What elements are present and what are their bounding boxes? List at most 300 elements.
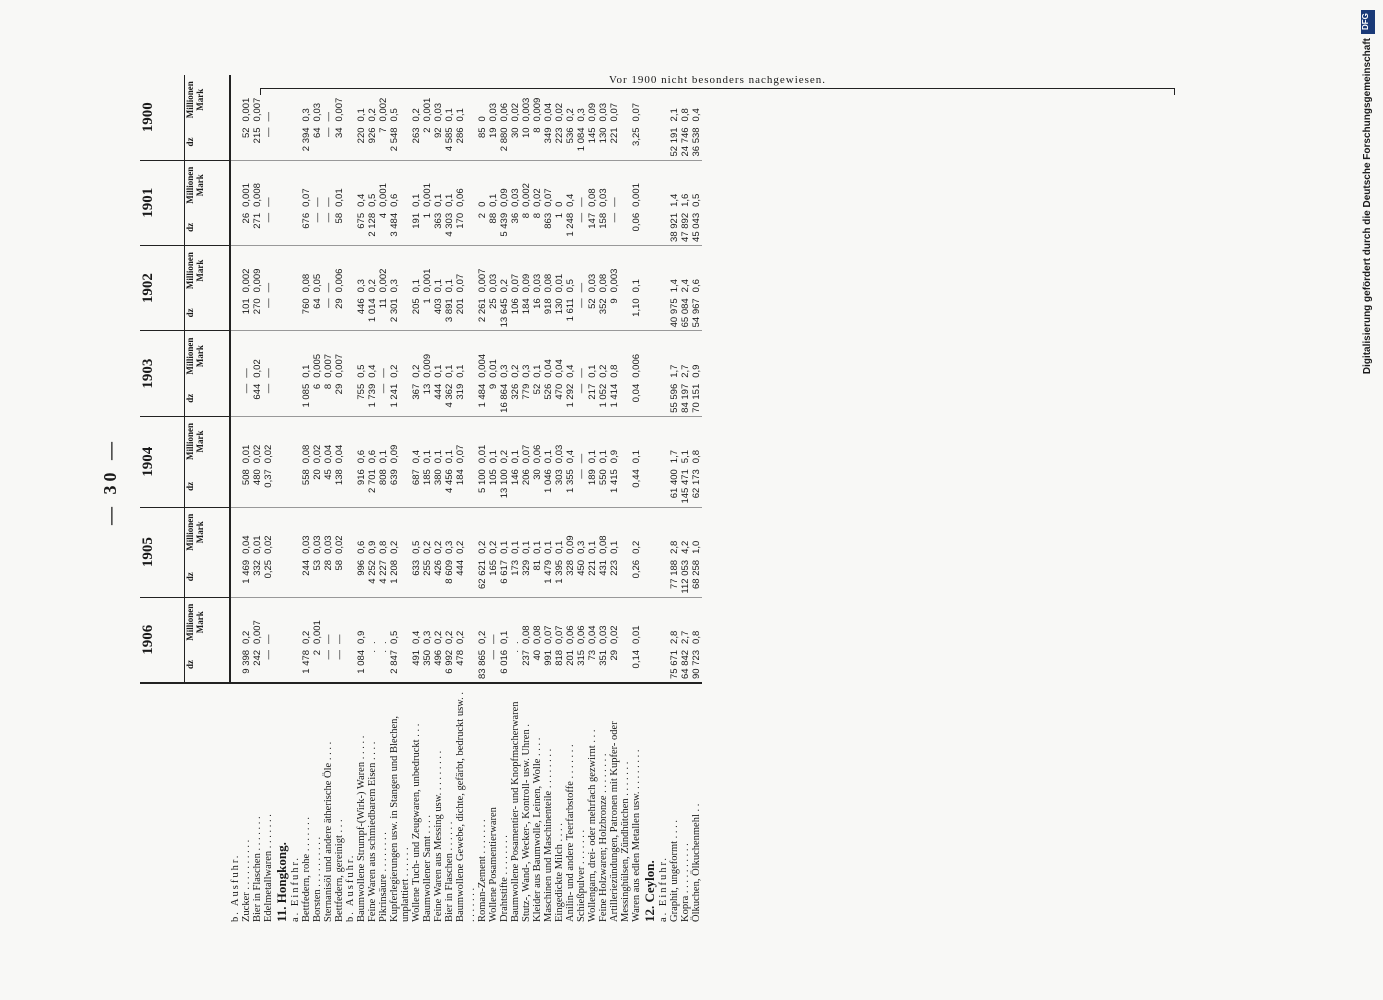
table-row — [367, 75, 378, 925]
million-mark-cell: 0,03 — [301, 535, 312, 554]
million-mark-cell: 0,1 — [554, 540, 565, 554]
dz-cell: 58 — [334, 210, 345, 246]
dz-cell: 0,25 — [263, 557, 274, 597]
page-number: — 30 — — [100, 438, 120, 525]
million-mark-cell: 0,001 — [631, 183, 642, 207]
dz-cell: 9 — [488, 381, 499, 417]
dz-cell: 1 — [422, 295, 433, 331]
million-mark-cell: 0,5 — [356, 364, 367, 378]
dz-cell: 8 609 — [444, 557, 455, 597]
million-mark-cell — [230, 597, 241, 647]
dz-cell — [658, 295, 669, 331]
million-mark-cell: 0,1 — [411, 193, 422, 207]
table-row — [598, 75, 609, 925]
dz-cell — [274, 466, 290, 507]
million-mark-cell: 0,03 — [598, 102, 609, 122]
row-label: Graphit, ungeformt . . . . — [669, 683, 680, 925]
dz-cell: — — [263, 381, 274, 417]
million-mark-cell: 0,4 — [411, 630, 422, 644]
row-label: Wollengarn, drei- oder mehrfach gezwirnt . . . — [587, 683, 598, 925]
dz-cell: 220 — [356, 124, 367, 160]
million-mark-cell: 0,07 — [543, 188, 554, 207]
dz-header: dz — [185, 210, 231, 246]
dz-cell — [642, 466, 658, 507]
million-mark-cell: 0,007 — [252, 97, 263, 122]
dz-cell: — — [576, 381, 587, 417]
million-mark-cell: 0,8 — [378, 540, 389, 554]
dz-cell: 52 — [241, 124, 252, 160]
million-mark-cell: 5,1 — [680, 449, 691, 464]
million-mark-cell: 0,07 — [510, 273, 521, 293]
million-mark-cell: 0,1 — [532, 364, 543, 378]
million-mark-cell: 2,8 — [669, 540, 680, 554]
dz-cell: 444 — [433, 381, 444, 417]
dz-cell: 173 — [510, 557, 521, 597]
dz-cell: 918 — [543, 295, 554, 331]
dz-cell: 47 892 — [680, 210, 691, 246]
million-mark-cell: 0,07 — [554, 625, 565, 644]
million-mark-cell: 0,6 — [389, 193, 400, 207]
million-mark-cell: 0,02 — [510, 102, 521, 122]
row-label: Bier in Flaschen . . . . . . . — [252, 683, 263, 925]
million-mark-cell — [274, 507, 290, 557]
dz-cell: 1 414 — [609, 381, 631, 417]
million-mark-cell: 0,04 — [543, 359, 554, 378]
million-mark-cell — [345, 160, 356, 210]
million-mark-cell — [230, 160, 241, 210]
dz-cell — [230, 557, 241, 597]
dz-cell: — — [263, 295, 274, 331]
million-mark-cell: 0,1 — [631, 449, 642, 464]
dz-cell: 205 — [411, 295, 422, 331]
dz-cell: 223 — [554, 124, 565, 160]
million-mark-cell: 0,04 — [587, 625, 598, 644]
dz-cell: 24 746 — [680, 124, 691, 160]
dz-cell: — — [241, 381, 252, 417]
million-mark-cell: 0,4 — [691, 108, 702, 122]
million-mark-cell: 0,5 — [389, 630, 400, 644]
million-mark-cell: 0,2 — [301, 630, 312, 644]
dz-cell — [230, 647, 241, 683]
dz-cell: 40 — [532, 647, 543, 683]
row-label: Waren aus edlen Metallen usw. . . . . . . . . — [631, 683, 642, 925]
dz-cell: 644 — [252, 381, 263, 417]
dz-cell: 431 — [598, 557, 609, 597]
dz-cell: 0,26 — [631, 557, 642, 597]
dz-cell: 11 — [378, 295, 389, 331]
dz-cell: 808 — [378, 466, 389, 507]
dz-cell: 1 046 — [543, 466, 554, 507]
dz-cell — [274, 557, 290, 597]
table-row — [510, 75, 521, 925]
million-mark-header: Millionen Mark — [185, 245, 231, 295]
dz-cell: 491 — [411, 647, 422, 683]
dz-cell: 16 864 — [499, 381, 510, 417]
dz-cell — [290, 381, 301, 417]
million-mark-cell: 0,08 — [301, 444, 312, 464]
dz-cell — [230, 210, 241, 246]
dz-cell: 4 227 — [378, 557, 389, 597]
million-mark-cell: 0,1 — [444, 449, 455, 464]
million-mark-cell: 0,002 — [378, 97, 389, 122]
dz-cell: — — [334, 647, 345, 683]
million-mark-cell — [658, 507, 669, 557]
million-mark-cell: 0,1 — [532, 540, 543, 554]
dz-cell: 147 — [587, 210, 598, 246]
million-mark-cell: 0,006 — [334, 268, 345, 293]
notice-text: Vor 1900 nicht besonders nachgewiesen. — [608, 74, 827, 86]
million-mark-cell: 0,01 — [334, 188, 345, 207]
dz-cell: — — [378, 381, 389, 417]
dz-cell: 426 — [433, 557, 444, 597]
million-mark-cell: 0,2 — [510, 364, 521, 378]
dz-cell: 92 — [433, 124, 444, 160]
million-mark-cell: 0,1 — [422, 449, 433, 464]
million-mark-cell: 0,2 — [631, 540, 642, 554]
dz-cell: 0,06 — [631, 210, 642, 246]
dz-cell: — — [609, 210, 631, 246]
table-row — [455, 75, 477, 925]
million-mark-cell: 0,4 — [356, 193, 367, 207]
dz-cell: 478 — [455, 647, 477, 683]
million-mark-cell: 0,002 — [521, 183, 532, 207]
million-mark-cell: 0,02 — [554, 102, 565, 122]
section-heading: 12. Ceylon. — [642, 683, 658, 925]
million-mark-cell: 0,4 — [367, 364, 378, 378]
rotated-page-content — [100, 75, 1210, 925]
million-mark-cell: 0,04 — [543, 102, 554, 122]
dz-cell: 13 — [422, 381, 433, 417]
million-mark-cell: 0,1 — [631, 279, 642, 293]
dz-cell: 367 — [411, 381, 422, 417]
dz-cell — [230, 381, 241, 417]
million-mark-cell: 0,02 — [334, 535, 345, 554]
dz-cell: 6 — [312, 381, 323, 417]
dz-cell: 328 — [565, 557, 576, 597]
dz-header: dz — [185, 466, 231, 507]
million-mark-cell: 0,09 — [521, 273, 532, 293]
million-mark-cell — [642, 597, 658, 647]
million-mark-cell: 0,02 — [263, 444, 274, 464]
dz-cell: 40 975 — [669, 295, 680, 331]
dz-cell: 38 921 — [669, 210, 680, 246]
million-mark-cell: — — [323, 634, 334, 644]
dz-cell: 779 — [521, 381, 532, 417]
dfg-margin — [1361, 10, 1375, 1000]
dz-cell — [345, 466, 356, 507]
dz-cell: 221 — [609, 124, 631, 160]
million-mark-cell: 0,1 — [301, 364, 312, 378]
dz-cell: 550 — [598, 466, 609, 507]
dz-cell: 633 — [411, 557, 422, 597]
dz-cell: . — [510, 647, 521, 683]
dz-cell: 105 — [488, 466, 499, 507]
million-mark-header: Millionen Mark — [185, 331, 231, 381]
million-mark-cell: 0,007 — [323, 353, 334, 378]
table-row — [411, 75, 422, 925]
million-mark-cell: 0,3 — [444, 540, 455, 554]
dz-cell: 2 — [312, 647, 323, 683]
dz-cell: 30 — [532, 466, 543, 507]
million-mark-cell — [345, 507, 356, 557]
million-mark-cell — [658, 160, 669, 210]
dz-cell: 303 — [554, 466, 565, 507]
million-mark-cell: 1,6 — [680, 193, 691, 207]
dz-cell: 1 085 — [301, 381, 312, 417]
dz-cell: 352 — [598, 295, 609, 331]
row-label: Bettfedern, gereinigt . . . — [334, 683, 345, 925]
million-mark-cell: 0,2 — [411, 108, 422, 122]
dz-cell: 185 — [422, 466, 433, 507]
dz-header: dz — [185, 381, 231, 417]
dz-cell: 818 — [554, 647, 565, 683]
dz-cell: 81 — [532, 557, 543, 597]
million-mark-cell: 0 — [477, 201, 488, 207]
million-mark-cell: 0,09 — [565, 535, 576, 554]
dfg-credit-text: Digitalisierung gefördert durch die Deutsche Forschungsgemeinschaft — [1362, 38, 1373, 375]
table-row — [378, 75, 389, 925]
dz-cell: . — [367, 647, 378, 683]
million-mark-cell: — — [312, 197, 323, 207]
dz-cell: . — [378, 647, 389, 683]
million-mark-cell — [642, 507, 658, 557]
million-mark-cell — [274, 597, 290, 647]
dz-cell — [658, 557, 669, 597]
million-mark-cell — [642, 416, 658, 466]
million-mark-cell — [642, 331, 658, 381]
dz-cell: 5 439 — [499, 210, 510, 246]
dz-cell — [642, 647, 658, 683]
row-label: Drahtstifte . . . . . . . . — [499, 683, 510, 925]
million-mark-cell: 0,6 — [367, 449, 378, 464]
million-mark-cell: 0,9 — [691, 364, 702, 378]
table-row — [543, 75, 554, 925]
million-mark-cell: 0,001 — [422, 183, 433, 207]
dz-cell: 184 — [521, 295, 532, 331]
section-heading: 11. Hongkong. — [274, 683, 290, 925]
dz-cell: 403 — [433, 295, 444, 331]
million-mark-cell: 0,08 — [521, 625, 532, 644]
dz-cell — [658, 210, 669, 246]
year-header: 1900 — [140, 75, 185, 160]
dz-cell: 158 — [598, 210, 609, 246]
dz-cell: 2 847 — [389, 647, 411, 683]
million-mark-cell — [230, 507, 241, 557]
dz-cell: 916 — [356, 466, 367, 507]
row-label: Bier in Flaschen . . . . . . — [444, 683, 455, 925]
million-mark-cell: 0,8 — [691, 449, 702, 464]
dz-cell: 319 — [455, 381, 477, 417]
million-mark-cell: 0,1 — [499, 630, 510, 644]
million-mark-cell: — — [263, 368, 274, 378]
million-mark-cell: 2,4 — [680, 279, 691, 293]
dz-cell: 1 395 — [554, 557, 565, 597]
dz-cell — [345, 124, 356, 160]
million-mark-cell: 0,07 — [631, 102, 642, 122]
dz-cell: 52 — [587, 295, 598, 331]
million-mark-cell: 0,5 — [389, 108, 400, 122]
million-mark-cell: 0,5 — [565, 279, 576, 293]
million-mark-cell: 0,007 — [477, 268, 488, 293]
dz-cell: 55 596 — [669, 381, 680, 417]
million-mark-cell — [658, 331, 669, 381]
million-mark-cell: 0,01 — [477, 444, 488, 464]
dz-cell — [274, 381, 290, 417]
million-mark-cell: 0,03 — [312, 535, 323, 554]
dz-cell: — — [323, 295, 334, 331]
subsection-heading-row — [658, 75, 669, 925]
dz-cell — [345, 295, 356, 331]
dz-cell: — — [312, 210, 323, 246]
million-mark-cell: 0,2 — [565, 108, 576, 122]
million-mark-cell — [345, 245, 356, 295]
million-mark-cell — [658, 597, 669, 647]
million-mark-cell: 0,2 — [444, 630, 455, 644]
million-mark-cell: 0,1 — [378, 449, 389, 464]
million-mark-cell: 0,009 — [422, 353, 433, 378]
dz-cell: 255 — [422, 557, 433, 597]
million-mark-cell — [290, 245, 301, 295]
million-mark-cell: 0,08 — [543, 273, 554, 293]
million-mark-cell: 0,4 — [565, 449, 576, 464]
million-mark-cell: 1,4 — [669, 279, 680, 293]
million-mark-cell: 0,2 — [433, 540, 444, 554]
dz-cell: 2 261 — [477, 295, 488, 331]
million-mark-header: Millionen Mark — [185, 75, 231, 124]
dz-cell: 3 891 — [444, 295, 455, 331]
million-mark-cell: 0,9 — [367, 540, 378, 554]
dz-cell: 6 617 — [499, 557, 510, 597]
dz-cell: — — [576, 295, 587, 331]
dz-cell: 61 400 — [669, 466, 680, 507]
dz-cell: 62 173 — [691, 466, 702, 507]
row-label: Pikrinsäure . . . . . . . . — [378, 683, 389, 925]
dz-cell: 1 415 — [609, 466, 631, 507]
row-label: Baumwollene Strumpf-(Wirk-) Waren . . . . . — [356, 683, 367, 925]
million-mark-cell: 0,2 — [367, 108, 378, 122]
million-mark-cell: 0,1 — [488, 193, 499, 207]
million-mark-cell: 0,06 — [576, 625, 587, 644]
dz-cell: — — [576, 210, 587, 246]
million-mark-cell: 0,06 — [499, 102, 510, 122]
dz-cell: 0,37 — [263, 466, 274, 507]
dz-cell: 146 — [510, 466, 521, 507]
row-label: Feine Waren aus Messing usw. . . . . . . . . — [433, 683, 444, 925]
row-label: Edelmetallwaren . . . . . . . — [263, 683, 274, 925]
dz-cell: 90 723 — [691, 647, 702, 683]
million-mark-cell: 0,1 — [444, 279, 455, 293]
dz-cell: 8 — [323, 381, 334, 417]
dz-cell: 2 880 — [499, 124, 510, 160]
dz-cell — [658, 647, 669, 683]
table-row — [422, 75, 433, 925]
dz-cell: 2 394 — [301, 124, 312, 160]
million-mark-cell: 0,06 — [565, 625, 576, 644]
dz-cell: 36 — [510, 210, 521, 246]
dz-cell — [274, 210, 290, 246]
million-mark-cell — [290, 416, 301, 466]
dz-cell: 58 — [334, 557, 345, 597]
million-mark-cell: 0,08 — [598, 535, 609, 554]
million-mark-cell: 0,8 — [691, 630, 702, 644]
dz-cell: 332 — [252, 557, 263, 597]
million-mark-cell: 0,03 — [312, 102, 323, 122]
dz-cell — [274, 647, 290, 683]
million-mark-cell: 0,9 — [609, 449, 620, 464]
dz-cell: 526 — [543, 381, 554, 417]
subsection-heading-row — [345, 75, 356, 925]
million-mark-cell — [274, 245, 290, 295]
million-mark-cell: 0,3 — [356, 279, 367, 293]
million-mark-cell: 0,002 — [241, 268, 252, 293]
million-mark-cell: 0,1 — [587, 449, 598, 464]
million-mark-cell: 0,001 — [378, 183, 389, 207]
million-mark-cell: 4,2 — [680, 540, 691, 554]
dz-cell: 1 739 — [367, 381, 378, 417]
table-row — [241, 75, 252, 925]
table-row — [669, 75, 680, 925]
dz-cell: 77 188 — [669, 557, 680, 597]
dz-cell: 26 — [241, 210, 252, 246]
row-label: Roman-Zement . . . . . . . — [477, 683, 488, 925]
dz-cell: 16 — [532, 295, 543, 331]
million-mark-cell: 0,1 — [444, 108, 455, 122]
dz-cell: 1 611 — [565, 295, 576, 331]
table-row — [252, 75, 263, 925]
million-mark-header: Millionen Mark — [185, 160, 231, 210]
dz-cell: 75 671 — [669, 647, 680, 683]
dz-cell: 8 — [532, 210, 543, 246]
million-mark-cell: 0,02 — [312, 444, 323, 464]
dz-cell: 206 — [521, 466, 532, 507]
dz-cell: 1 052 — [598, 381, 609, 417]
million-mark-cell: 0,1 — [499, 540, 510, 554]
dz-header: dz — [185, 295, 231, 331]
dz-cell: 536 — [565, 124, 576, 160]
million-mark-cell — [658, 245, 669, 295]
dz-cell: 73 — [587, 647, 598, 683]
dz-cell: 7 — [378, 124, 389, 160]
year-header: 1902 — [140, 245, 185, 330]
dz-cell — [290, 466, 301, 507]
million-mark-cell: 0,2 — [477, 630, 488, 644]
dz-cell: 13 100 — [499, 466, 510, 507]
dz-cell: 4 362 — [444, 381, 455, 417]
dz-cell: 1 084 — [576, 124, 587, 160]
dz-cell: 138 — [334, 466, 345, 507]
subsection-heading-row — [230, 75, 241, 925]
row-label: Borsten . . . . . . . . . . — [312, 683, 323, 925]
row-label: Schießpulver . . . . . . . — [576, 683, 587, 925]
year-header: 1903 — [140, 331, 185, 416]
dz-cell: 3 484 — [389, 210, 411, 246]
million-mark-cell: 0,007 — [334, 97, 345, 122]
million-mark-cell: 0,2 — [499, 279, 510, 293]
dz-cell: 0,04 — [631, 381, 642, 417]
dz-cell: 223 — [609, 557, 631, 597]
dz-cell: 217 — [587, 381, 598, 417]
million-mark-cell: 0,1 — [455, 108, 466, 122]
million-mark-cell: 0,002 — [378, 268, 389, 293]
dz-cell: — — [323, 647, 334, 683]
million-mark-cell: 0,09 — [389, 444, 400, 464]
dz-cell: 450 — [576, 557, 587, 597]
table-row — [680, 75, 691, 925]
dz-cell — [642, 124, 658, 160]
row-label: Baumwollene Posamentier- und Knopfmacherwaren — [510, 683, 521, 925]
statistics-table — [140, 75, 702, 925]
section-heading-row — [642, 75, 658, 925]
